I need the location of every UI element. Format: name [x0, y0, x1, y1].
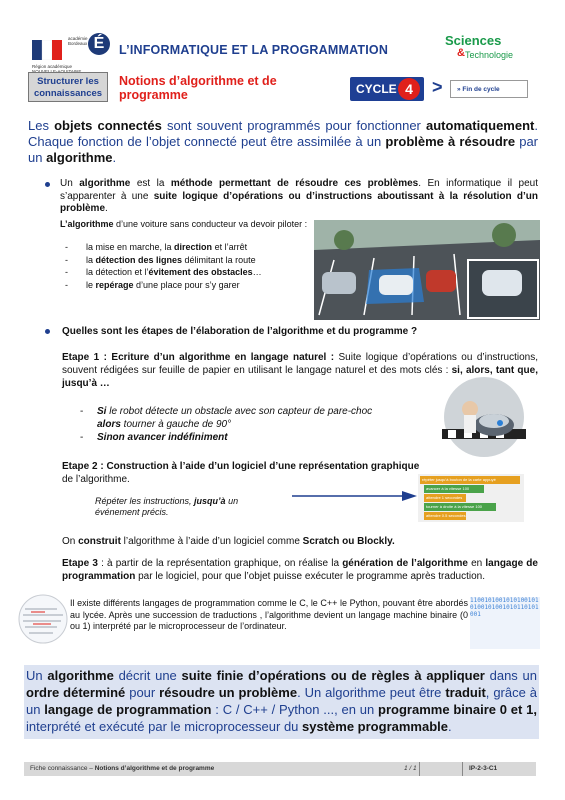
- cycle-badge: [350, 77, 424, 101]
- etapes-question: Quelles sont les étapes de l’élaboration de l’algorithme et du programme ?: [62, 326, 418, 337]
- scratch-block: répéter jusqu’à bouton de la carte appuyé: [420, 476, 520, 484]
- voiture-intro: L’algorithme d’une voiture sans conducteur va devoir piloter :: [60, 219, 308, 229]
- binary-code-image: [470, 597, 540, 649]
- construit-line: On construit l’algorithme à l’aide d’un logiciel comme Scratch ou Blockly.: [62, 536, 395, 547]
- globe-code-image: [17, 593, 69, 645]
- notion-title: Notions d’algorithme et de programme: [119, 74, 277, 102]
- cycle-number: 4: [398, 78, 420, 100]
- si-sinon-list: [80, 405, 380, 444]
- sciences-technologie-logo: Sciences & Technologie: [445, 33, 514, 60]
- list-item: - la mise en marche, la direction et l’arrêt: [60, 241, 310, 254]
- voiture-list: [60, 241, 310, 291]
- scratch-block: avancer à la vitesse 100: [424, 485, 484, 493]
- langages-note: Il existe différents langages de programmation comme le C, le C++ le Python, pouvant être abordés au lycée. Après une succession de traductions , l’algorithme devient un langage machine binaire (0 ou 1) interprété par le microprocesseur de l’ordinateur.: [70, 598, 468, 631]
- list-item: - Si le robot détecte un obstacle avec son capteur de pare-choc alors tourner à gauche de 90°: [80, 405, 380, 431]
- list-item: - Sinon avancer indéfiniment: [80, 431, 380, 444]
- footer-title: Fiche connaissance – Notions d’algorithme et de programme: [30, 765, 215, 772]
- bullet-dot: [45, 329, 50, 334]
- page-footer: [24, 762, 536, 776]
- bullet-dot: [45, 182, 50, 187]
- academie-label: académie Bordeaux: [68, 36, 88, 46]
- algorithme-definition: Un algorithme est la méthode permettant de résoudre ces problèmes. En informatique il peut s’apparenter à une suite logique d’opérations ou d’instructions aboutissant à la résolution d’un problème.: [60, 178, 539, 214]
- page-title: L’INFORMATIQUE ET LA PROGRAMMATION: [119, 43, 389, 57]
- repeter-note: Répéter les instructions, jusqu’à un événement précis.: [95, 496, 239, 517]
- scratch-block: attendre 1 secondes: [424, 494, 466, 502]
- list-item: - la détection des lignes délimitant la route: [60, 254, 310, 267]
- scratch-blocks-image: [418, 474, 524, 522]
- scratch-block: tourner à droite à la vitesse 100: [424, 503, 496, 511]
- list-item: - la détection et l’évitement des obstacles…: [60, 266, 310, 279]
- french-flag-logo: [32, 40, 62, 60]
- self-parking-car-image: [314, 220, 540, 320]
- chevron-right-icon: >: [432, 77, 443, 97]
- robot-image: [442, 377, 526, 457]
- arrow-right-icon: [292, 490, 417, 502]
- conclusion-box: Un algorithme décrit une suite finie d’opérations ou de règles à appliquer dans un ordre déterminé pour résoudre un problème. Un algorithme peut être traduit, grâce à un langage de programmation : C / C++ / Python ..., en un programme binaire 0 et 1, interprété et exécuté par le microprocesseur du système programmable.: [24, 665, 539, 739]
- footer-divider: [419, 762, 420, 776]
- etape-3-text: Etape 3 : à partir de la représentation graphique, on réalise la génération de l’algorithme en langage de programmation par le logiciel, pour que l’objet puisse exécuter le programme après traduction.: [62, 558, 538, 582]
- academie-logo-icon: É: [88, 33, 110, 55]
- list-item: - le repérage d’une place pour s’y garer: [60, 279, 310, 292]
- footer-page: 1 / 1: [404, 765, 417, 772]
- binary-text: 11001010010101001010100101001010110101001: [470, 597, 539, 618]
- footer-divider: [462, 762, 463, 776]
- region-label: Région académique: [32, 64, 73, 69]
- structurer-box: Structurer les connaissances: [28, 72, 108, 102]
- intro-paragraph: Les objets connectés sont souvent programmés pour fonctionner automatiquement. Chaque fonction de l’objet connecté peut être assimilée à un problème à résoudre par un algorithme.: [28, 118, 539, 165]
- fin-cycle-label: » Fin de cycle: [450, 80, 528, 98]
- scratch-block: attendre 0.5 secondes: [426, 513, 466, 518]
- footer-code: IP-2-3-C1: [469, 765, 498, 772]
- cycle-label: CYCLE: [356, 82, 397, 96]
- etape-1-text: Etape 1 : Ecriture d’un algorithme en langage naturel : Suite logique d’opérations ou d’instructions, souvent rédigées sur feuille de papier en utilisant le langage naturel et des mots clés : si, alors, tant que, jusqu’à …: [62, 352, 538, 389]
- etape-2-text: Etape 2 : Construction à l’aide d’un logiciel d’une représentation graphique de l’algorithme.: [62, 461, 420, 485]
